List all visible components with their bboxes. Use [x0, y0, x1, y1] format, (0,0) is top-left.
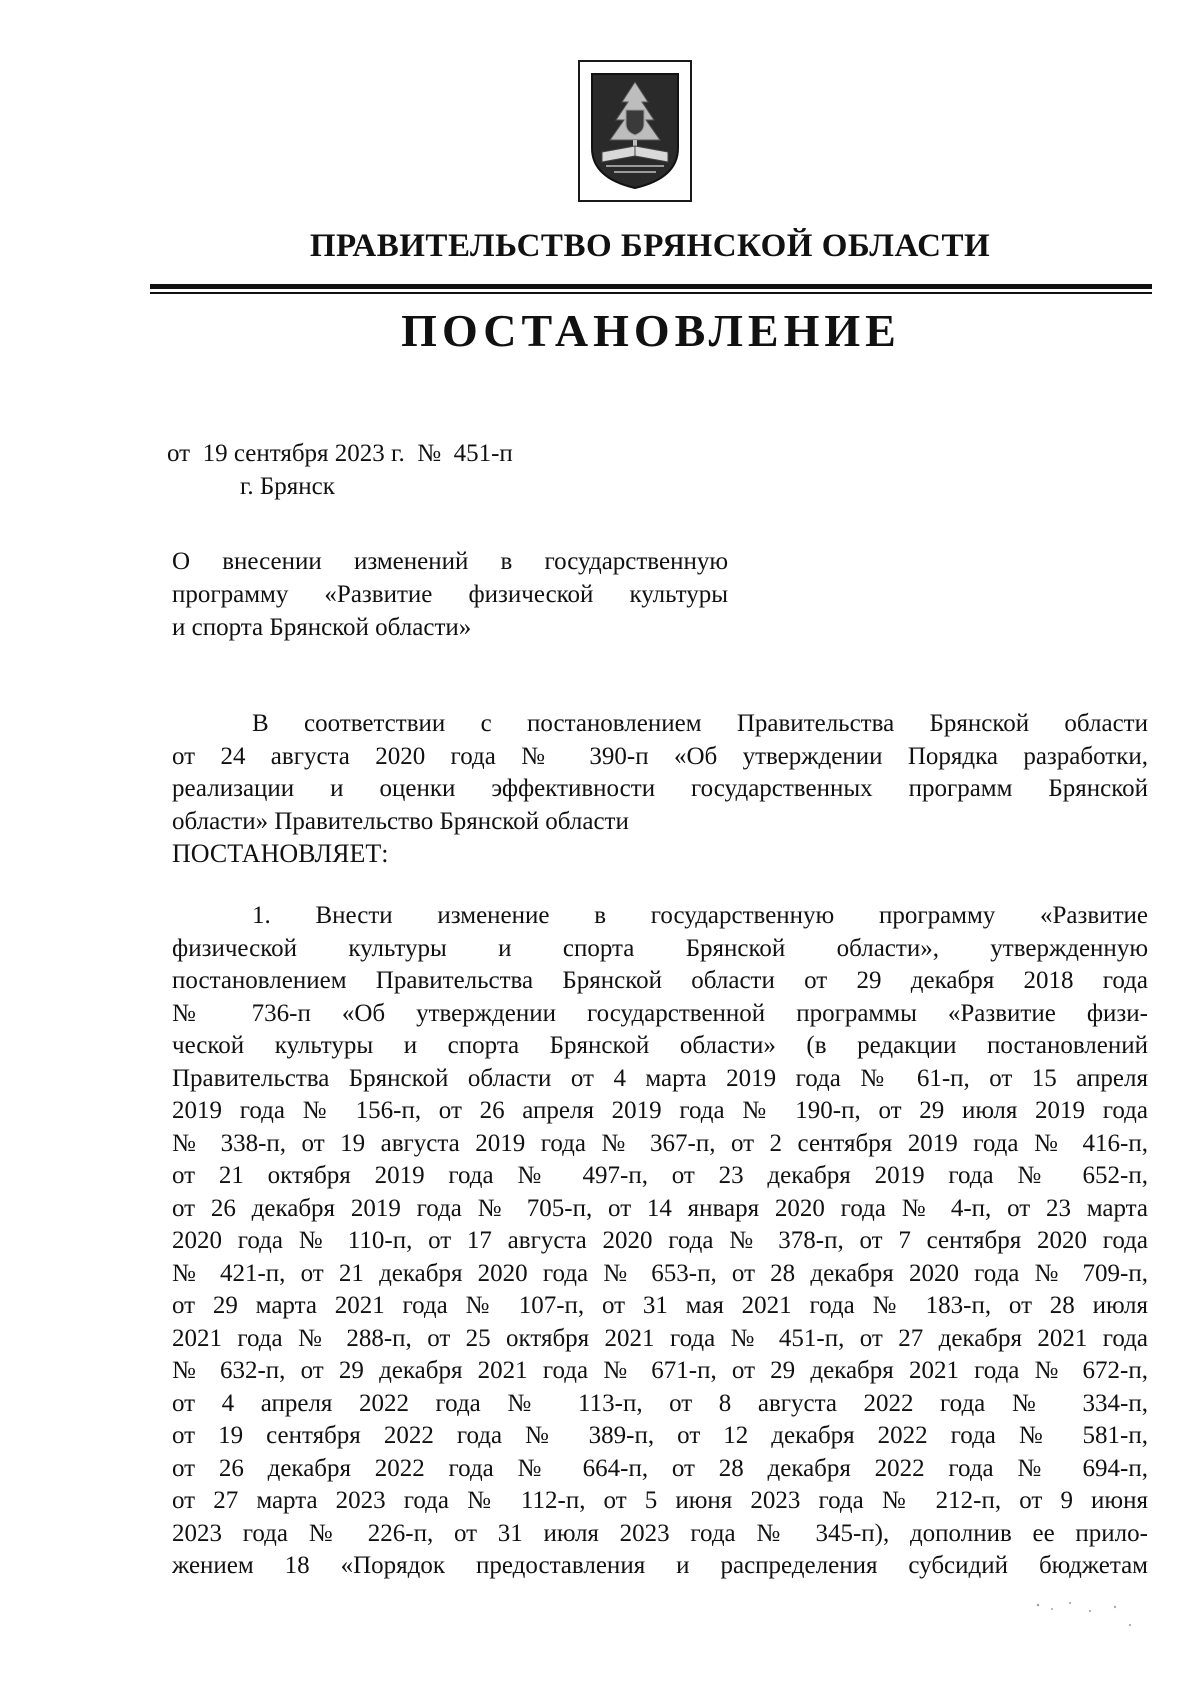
item-line: ческой культуры и спорта Брянской области» (в редакции постановлений — [172, 1032, 1148, 1059]
preamble-line: реализации и оценки эффективности государственных программ Брянской — [172, 775, 1148, 802]
item-line: № 338-п, от 19 августа 2019 года № 367-п, от 2 сентября 2019 года № 416-п, — [172, 1129, 1148, 1157]
organization-title: ПРАВИТЕЛЬСТВО БРЯНСКОЙ ОБЛАСТИ — [309, 228, 991, 264]
city: г. Брянск — [240, 473, 335, 500]
coat-of-arms-frame — [578, 60, 692, 202]
date-and-number: от 19 сентября 2023 г. № 451-п — [167, 440, 513, 467]
item-line: жением 18 «Порядок предоставления и распределения субсидий бюджетам — [172, 1552, 1148, 1579]
item-line: от 26 декабря 2022 года № 664-п, от 28 декабря 2022 года № 694-п, — [172, 1454, 1148, 1482]
subject-line: программу «Развитие физической культуры — [172, 581, 728, 608]
item-line: № 736-п «Об утверждении государственной программы «Развитие физи- — [172, 999, 1148, 1027]
item-line: 2019 года № 156-п, от 26 апреля 2019 года № 190-п, от 29 июля 2019 года — [172, 1097, 1148, 1124]
item-line: от 19 сентября 2022 года № 389-п, от 12 декабря 2022 года № 581-п, — [172, 1422, 1148, 1449]
item-line: постановлением Правительства Брянской области от 29 декабря 2018 года — [172, 967, 1148, 994]
preamble-line: от 24 августа 2020 года № 390-п «Об утверждении Порядка разработки, — [172, 742, 1148, 770]
document-subject — [172, 545, 728, 644]
subject-line: О внесении изменений в государственную — [172, 548, 728, 575]
preamble-paragraph — [172, 708, 1148, 838]
item-line: 2020 года № 110-п, от 17 августа 2020 года № 378-п, от 7 сентября 2020 года — [172, 1227, 1148, 1254]
subject-line: и спорта Брянской области» — [172, 614, 472, 641]
item-line: Правительства Брянской области от 4 марта 2019 года № 61-п, от 15 апреля — [172, 1064, 1148, 1092]
item-1-paragraph — [172, 900, 1148, 1583]
header-rule-thick — [150, 284, 1152, 289]
header-rule-thin — [150, 292, 1152, 294]
item-line: 1. Внести изменение в государственную программу «Развитие — [252, 902, 1148, 929]
item-line: 2023 года № 226-п, от 31 июля 2023 года № 345-п), дополнив ее прило- — [172, 1519, 1148, 1547]
item-line: физической культуры и спорта Брянской области», утвержденную — [172, 934, 1148, 962]
item-line: от 21 октября 2019 года № 497-п, от 23 декабря 2019 года № 652-п, — [172, 1162, 1148, 1189]
document-type-title: ПОСТАНОВЛЕНИЕ — [401, 305, 901, 356]
preamble-line: области» Правительство Брянской области — [172, 807, 629, 835]
item-line: № 632-п, от 29 декабря 2021 года № 671-п, от 29 декабря 2021 года № 672-п, — [172, 1357, 1148, 1384]
item-line: 2021 года № 288-п, от 25 октября 2021 года № 451-п, от 27 декабря 2021 года — [172, 1324, 1148, 1352]
item-line: от 27 марта 2023 года № 112-п, от 5 июня 2023 года № 212-п, от 9 июня — [172, 1487, 1148, 1514]
item-line: от 4 апреля 2022 года № 113-п, от 8 августа 2022 года № 334-п, — [172, 1389, 1148, 1417]
scan-specks — [1030, 1595, 1140, 1635]
preamble-line: В соответствии с постановлением Правительства Брянской области — [252, 710, 1148, 737]
item-line: от 26 декабря 2019 года № 705-п, от 14 января 2020 года № 4-п, от 23 марта — [172, 1194, 1148, 1222]
item-line: № 421-п, от 21 декабря 2020 года № 653-п, от 28 декабря 2020 года № 709-п, — [172, 1259, 1148, 1287]
item-line: от 29 марта 2021 года № 107-п, от 31 мая 2021 года № 183-п, от 28 июля — [172, 1292, 1148, 1319]
decree-word: ПОСТАНОВЛЯЕТ: — [172, 839, 389, 868]
coat-of-arms-icon — [588, 70, 682, 192]
